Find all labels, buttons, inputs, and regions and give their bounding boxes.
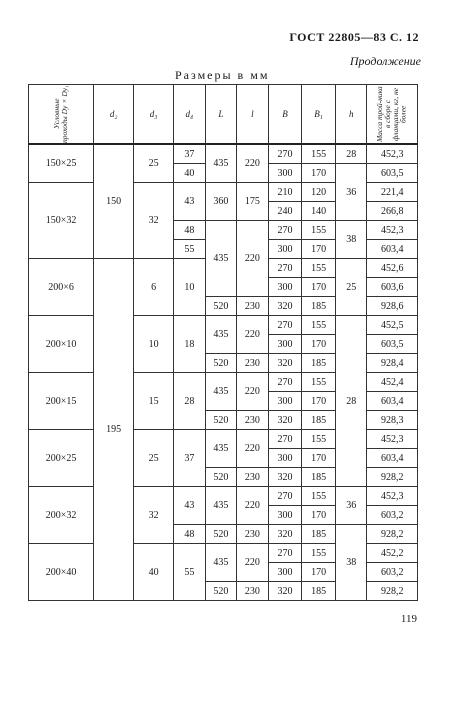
cell-mass: 928,4 xyxy=(367,354,418,373)
cell-l: 175 xyxy=(237,183,269,221)
cell-d4: 10 xyxy=(174,259,206,316)
cell-B: 300 xyxy=(268,506,302,525)
cell-dy: 200×32 xyxy=(29,487,94,544)
cell-B: 320 xyxy=(268,354,302,373)
column-header: d₄ xyxy=(174,85,206,145)
cell-d3: 32 xyxy=(134,487,174,544)
cell-l: 220 xyxy=(237,144,269,183)
cell-mass: 603,4 xyxy=(367,240,418,259)
cell-L: 435 xyxy=(205,316,237,354)
column-header: h xyxy=(335,85,367,145)
cell-B: 270 xyxy=(268,544,302,563)
cell-l: 230 xyxy=(237,468,269,487)
cell-mass: 603,4 xyxy=(367,392,418,411)
cell-B1: 155 xyxy=(302,487,336,506)
cell-mass: 221,4 xyxy=(367,183,418,202)
cell-B1: 185 xyxy=(302,297,336,316)
column-header: l xyxy=(237,85,269,145)
cell-mass: 603,4 xyxy=(367,449,418,468)
cell-d4: 37 xyxy=(174,144,206,164)
cell-d4: 40 xyxy=(174,164,206,183)
cell-d2: 195 xyxy=(94,259,134,601)
cell-mass: 928,6 xyxy=(367,297,418,316)
cell-l: 220 xyxy=(237,316,269,354)
cell-L: 520 xyxy=(205,525,237,544)
cell-L: 435 xyxy=(205,221,237,297)
cell-L: 435 xyxy=(205,487,237,525)
cell-L: 435 xyxy=(205,144,237,183)
cell-mass: 928,3 xyxy=(367,411,418,430)
cell-mass: 603,2 xyxy=(367,563,418,582)
cell-mass: 603,5 xyxy=(367,164,418,183)
cell-dy: 200×6 xyxy=(29,259,94,316)
cell-dy: 200×40 xyxy=(29,544,94,601)
cell-l: 230 xyxy=(237,525,269,544)
cell-B1: 170 xyxy=(302,563,336,582)
cell-d4: 55 xyxy=(174,240,206,259)
table-header-row xyxy=(29,85,418,145)
column-header: Условные проходы Dy×Dy₁ xyxy=(29,85,94,145)
cell-B: 270 xyxy=(268,259,302,278)
column-header: B xyxy=(268,85,302,145)
cell-B1: 170 xyxy=(302,506,336,525)
cell-B: 270 xyxy=(268,221,302,240)
cell-d3: 10 xyxy=(134,316,174,373)
cell-d3: 25 xyxy=(134,144,174,183)
cell-B: 320 xyxy=(268,468,302,487)
cell-l: 230 xyxy=(237,582,269,601)
cell-B: 270 xyxy=(268,487,302,506)
cell-mass: 452,3 xyxy=(367,221,418,240)
cell-d4: 28 xyxy=(174,373,206,430)
cell-B1: 170 xyxy=(302,449,336,468)
cell-l: 220 xyxy=(237,221,269,297)
cell-L: 520 xyxy=(205,468,237,487)
cell-d3: 6 xyxy=(134,259,174,316)
cell-h: 38 xyxy=(335,221,367,259)
cell-d4: 37 xyxy=(174,430,206,487)
cell-h: 36 xyxy=(335,487,367,525)
page-number: 119 xyxy=(400,613,417,625)
cell-L: 435 xyxy=(205,544,237,582)
cell-l: 230 xyxy=(237,354,269,373)
cell-B1: 120 xyxy=(302,183,336,202)
cell-B: 240 xyxy=(268,202,302,221)
table-row xyxy=(29,487,418,506)
cell-B1: 185 xyxy=(302,354,336,373)
cell-mass: 452,4 xyxy=(367,373,418,392)
cell-L: 435 xyxy=(205,373,237,411)
cell-mass: 452,3 xyxy=(367,144,418,164)
cell-dy: 200×25 xyxy=(29,430,94,487)
column-header: L xyxy=(205,85,237,145)
sizes-caption: Размеры в мм xyxy=(175,68,270,82)
cell-B1: 155 xyxy=(302,373,336,392)
cell-B1: 140 xyxy=(302,202,336,221)
cell-B1: 155 xyxy=(302,544,336,563)
cell-d4: 18 xyxy=(174,316,206,373)
cell-B: 270 xyxy=(268,144,302,164)
column-header: B₁ xyxy=(302,85,336,145)
cell-d3: 40 xyxy=(134,544,174,601)
continuation-label: Продолжение xyxy=(349,54,421,68)
cell-L: 520 xyxy=(205,354,237,373)
cell-B1: 155 xyxy=(302,316,336,335)
cell-L: 360 xyxy=(205,183,237,221)
cell-B: 300 xyxy=(268,335,302,354)
cell-d4: 48 xyxy=(174,525,206,544)
cell-B: 270 xyxy=(268,373,302,392)
cell-l: 220 xyxy=(237,487,269,525)
cell-B: 300 xyxy=(268,392,302,411)
column-header: d₃ xyxy=(134,85,174,145)
cell-B1: 185 xyxy=(302,468,336,487)
cell-B1: 185 xyxy=(302,525,336,544)
cell-mass: 603,2 xyxy=(367,506,418,525)
cell-dy: 200×10 xyxy=(29,316,94,373)
cell-h: 25 xyxy=(335,259,367,316)
cell-B: 320 xyxy=(268,297,302,316)
cell-B1: 170 xyxy=(302,164,336,183)
document-header: ГОСТ 22805—83 С. 12 xyxy=(289,30,419,44)
dimensions-table xyxy=(28,84,418,601)
cell-B: 300 xyxy=(268,240,302,259)
table-row xyxy=(29,144,418,164)
cell-l: 220 xyxy=(237,430,269,468)
cell-h: 28 xyxy=(335,316,367,487)
cell-B: 270 xyxy=(268,430,302,449)
cell-B1: 170 xyxy=(302,392,336,411)
cell-mass: 452,3 xyxy=(367,430,418,449)
cell-d4: 55 xyxy=(174,544,206,601)
cell-dy: 150×32 xyxy=(29,183,94,259)
cell-dy: 200×15 xyxy=(29,373,94,430)
cell-B1: 185 xyxy=(302,582,336,601)
cell-B1: 155 xyxy=(302,221,336,240)
cell-h: 36 xyxy=(335,164,367,221)
cell-B1: 170 xyxy=(302,240,336,259)
cell-dy: 150×25 xyxy=(29,144,94,183)
cell-mass: 452,2 xyxy=(367,544,418,563)
cell-d3: 32 xyxy=(134,183,174,259)
cell-l: 220 xyxy=(237,373,269,411)
cell-B1: 155 xyxy=(302,430,336,449)
cell-L: 520 xyxy=(205,582,237,601)
table-row xyxy=(29,316,418,335)
cell-B: 210 xyxy=(268,183,302,202)
cell-B: 300 xyxy=(268,278,302,297)
cell-B: 300 xyxy=(268,563,302,582)
cell-mass: 928,2 xyxy=(367,582,418,601)
cell-mass: 603,6 xyxy=(367,278,418,297)
cell-B1: 155 xyxy=(302,259,336,278)
cell-mass: 452,6 xyxy=(367,259,418,278)
cell-d4: 48 xyxy=(174,221,206,240)
cell-d2: 150 xyxy=(94,144,134,259)
cell-B: 320 xyxy=(268,411,302,430)
cell-h: 28 xyxy=(335,144,367,164)
cell-d3: 15 xyxy=(134,373,174,430)
cell-B: 300 xyxy=(268,449,302,468)
cell-mass: 266,8 xyxy=(367,202,418,221)
cell-d4: 43 xyxy=(174,487,206,525)
cell-l: 230 xyxy=(237,411,269,430)
cell-l: 220 xyxy=(237,544,269,582)
cell-mass: 928,2 xyxy=(367,468,418,487)
cell-L: 520 xyxy=(205,297,237,316)
cell-l: 230 xyxy=(237,297,269,316)
cell-B: 320 xyxy=(268,582,302,601)
cell-B1: 170 xyxy=(302,335,336,354)
cell-B: 270 xyxy=(268,316,302,335)
cell-mass: 603,5 xyxy=(367,335,418,354)
cell-h: 38 xyxy=(335,525,367,601)
cell-mass: 452,5 xyxy=(367,316,418,335)
cell-B: 300 xyxy=(268,164,302,183)
cell-mass: 928,2 xyxy=(367,525,418,544)
cell-L: 520 xyxy=(205,411,237,430)
cell-L: 435 xyxy=(205,430,237,468)
cell-B1: 155 xyxy=(302,144,336,164)
cell-mass: 452,3 xyxy=(367,487,418,506)
column-header: d₂ xyxy=(94,85,134,145)
cell-B1: 170 xyxy=(302,278,336,297)
cell-d3: 25 xyxy=(134,430,174,487)
cell-B: 320 xyxy=(268,525,302,544)
cell-d4: 43 xyxy=(174,183,206,221)
cell-B1: 185 xyxy=(302,411,336,430)
column-header: Масса трой-ника в сборе с фланцами, кг, не более xyxy=(367,85,418,145)
